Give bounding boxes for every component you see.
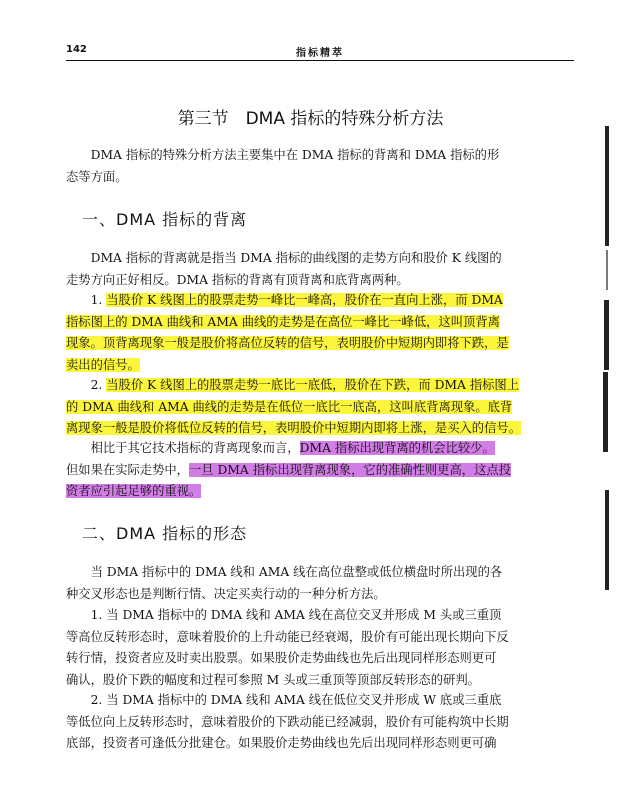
- text-line: 转行情，投资者应及时卖出股票。如果股价走势曲线也先后出现同样形态则更可: [66, 651, 497, 665]
- top-divergence-paragraph: [66, 290, 562, 376]
- text-line: [66, 438, 562, 460]
- yellow-highlight: 卖出的信号。: [66, 357, 140, 372]
- text-line: [66, 333, 562, 355]
- scan-edge-mark: [605, 126, 609, 246]
- yellow-highlight: 当股价 K 线图上的股票走势一底比一底低，股价在下跌，而 DMA 指标图上: [106, 378, 520, 392]
- text-line: 2. 当 DMA 指标中的 DMA 线和 AMA 线在低位交叉并形成 W 底或三重底: [90, 693, 502, 707]
- text-line: [66, 375, 562, 397]
- text-line: 底部，投资者可逢低分批建仓。如果股价走势曲线也先后出现同样形态则更可确: [66, 736, 497, 750]
- pattern-intro-paragraph: [66, 562, 562, 605]
- page-number: 142: [66, 44, 87, 55]
- list-number: 2.: [90, 378, 107, 392]
- yellow-highlight: 当股价 K 线图上的股票走势一峰比一峰高，股价在一直向上涨，而 DMA: [106, 293, 503, 307]
- scan-edge-mark: [606, 250, 608, 290]
- yellow-highlight: 现象。顶背离现象一般是股价将高位反转的信号，表明股价中短期内即将下跌，是: [66, 336, 509, 350]
- section-title: 第三节 DMA 指标的特殊分析方法: [177, 109, 444, 129]
- yellow-highlight: 的 DMA 曲线和 AMA 曲线的走势是在低位一底比一底高，这叫底背离现象。底背: [66, 399, 513, 414]
- purple-highlight: 资者应引起足够的重视。: [66, 484, 202, 498]
- plain-text: 相比于其它技术指标的背离现象而言，: [90, 441, 300, 455]
- text-line: 态等方面。: [66, 169, 128, 184]
- scan-edge-mark: [605, 490, 609, 590]
- text-line: 走势方向正好相反。DMA 指标的背离有顶背离和底背离两种。: [66, 272, 409, 287]
- text-line: [66, 460, 562, 482]
- yellow-highlight: 指标图上的 DMA 曲线和 AMA 曲线的走势是在高位一峰比一峰低，这叫顶背离: [66, 314, 500, 329]
- text-line: 等低位向上反转形态时，意味着股价的下跌动能已经减弱，股价有可能构筑中长期: [66, 714, 509, 729]
- text-line: DMA 指标的特殊分析方法主要集中在 DMA 指标的背离和 DMA 指标的形: [90, 148, 500, 162]
- divergence-definition-paragraph: [66, 248, 562, 291]
- yellow-highlight: 离现象一般是股价将低位反转的信号，表明股价中短期内即将上涨，是买入的信号。: [66, 421, 521, 435]
- divergence-rarity-paragraph: [66, 438, 562, 503]
- bottom-divergence-paragraph: [66, 375, 562, 440]
- purple-highlight: DMA 指标出现背离的机会比较少。: [299, 441, 495, 455]
- text-line: 确认，股价下跌的幅度和过程可参照 M 头或三重顶等顶部反转形态的研判。: [66, 672, 480, 687]
- running-header: [66, 44, 574, 64]
- text-line: [66, 355, 562, 377]
- scan-edge-mark: [603, 372, 608, 452]
- scan-edge-mark: [604, 300, 609, 370]
- list-number: 1.: [90, 293, 107, 307]
- high-reversal-paragraph: [66, 605, 562, 691]
- header-rule: [66, 60, 574, 61]
- purple-highlight: 一旦 DMA 指标出现背离现象，它的准确性则更高，这点投: [188, 462, 511, 477]
- text-line: 等高位反转形态时，意味着股价的上升动能已经衰竭，股价有可能出现长期向下反: [66, 629, 509, 644]
- running-title: 指标精萃: [296, 48, 344, 59]
- text-line: [66, 481, 562, 503]
- low-reversal-paragraph: [66, 690, 562, 755]
- text-line: [66, 397, 562, 419]
- text-line: DMA 指标的背离就是指当 DMA 指标的曲线图的走势方向和股价 K 线图的: [90, 251, 502, 265]
- text-line: 当 DMA 指标中的 DMA 线和 AMA 线在高位盘整或低位横盘时所出现的各: [90, 565, 503, 579]
- plain-text: 但如果在实际走势中，: [66, 462, 189, 477]
- text-line: [66, 418, 562, 440]
- text-line: 种交叉形态也是判断行情、决定买卖行动的一种分析方法。: [66, 586, 386, 601]
- heading-pattern: 二、DMA 指标的形态: [82, 524, 248, 543]
- text-line: [66, 312, 562, 334]
- intro-paragraph: [66, 145, 562, 188]
- heading-divergence: 一、DMA 指标的背离: [82, 210, 248, 229]
- text-line: [66, 290, 562, 312]
- text-line: 1. 当 DMA 指标中的 DMA 线和 AMA 线在高位交叉并形成 M 头或三重顶: [90, 608, 502, 622]
